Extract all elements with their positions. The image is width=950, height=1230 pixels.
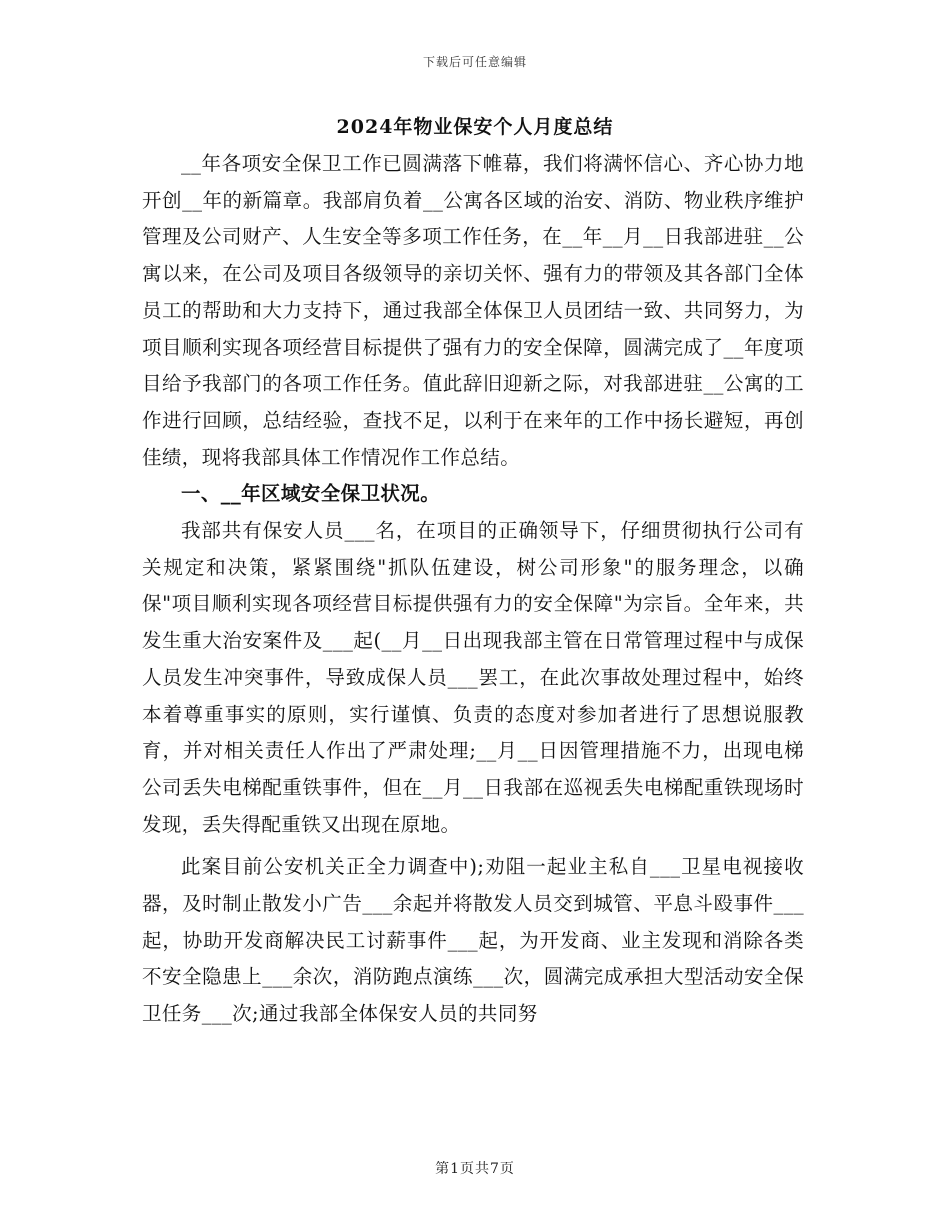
download-note: 下载后可任意编辑 <box>422 55 527 69</box>
section-1-continued-paragraph: 此案目前公安机关正全力调查中);劝阻一起业主私自___卫星电视接收器，及时制止散发小广告___余起并将散发人员交到城管、平息斗殴事件___起，协助开发商解决民工讨薪事件___起，为开发商、业主发现和消除各类不安全隐患上___余次，消防跑点演练___次，圆满完成承担大型活动安全保卫任务___次;通过我部全体保安人员的共同努 <box>142 855 804 1026</box>
page-number: 第1页共7页 <box>435 1161 515 1177</box>
intro-paragraph: __年各项安全保卫工作已圆满落下帷幕，我们将满怀信心、齐心协力地开创__年的新篇章。我部肩负着__公寓各区域的治安、消防、物业秩序维护管理及公司财产、人生安全等多项工作任务，在__年__月__日我部进驻__公寓以来，在公司及项目各级领导的亲切关怀、强有力的带领及其各部门全体员工的帮助和大力支持下，通过我部全体保卫人员团结一致、共同努力，为项目顺利实现各项经营目标提供了强有力的安全保障，圆满完成了__年度项目给予我部门的各项工作任务。值此辞旧迎新之际，对我部进驻__公寓的工作进行回顾，总结经验，查找不足，以利于在来年的工作中扬长避短，再创佳绩，现将我部具体工作情况作工作总结。 <box>142 152 804 469</box>
section-heading-1: 一、__年区域安全保卫状况。 <box>181 482 441 506</box>
section-1-paragraph: 我部共有保安人员___名，在项目的正确领导下，仔细贯彻执行公司有关规定和决策，紧紧围绕"抓队伍建设，树公司形象"的服务理念，以确保"项目顺利实现各项经营目标提供强有力的安全保障"为宗旨。全年来，共发生重大治安案件及___起(__月__日出现我部主管在日常管理过程中与成保人员发生冲突事件，导致成保人员___罢工，在此次事故处理过程中，始终本着尊重事实的原则，实行谨慎、负责的态度对参加者进行了思想说服教育，并对相关责任人作出了严肃处理;__月__日因管理措施不力，出现电梯公司丢失电梯配重铁事件，但在__月__日我部在巡视丢失电梯配重铁现场时发现，丢失得配重铁又出现在原地。 <box>142 519 804 836</box>
document-title: 2024年物业保安个人月度总结 <box>336 116 614 138</box>
document-body <box>142 146 804 1033</box>
